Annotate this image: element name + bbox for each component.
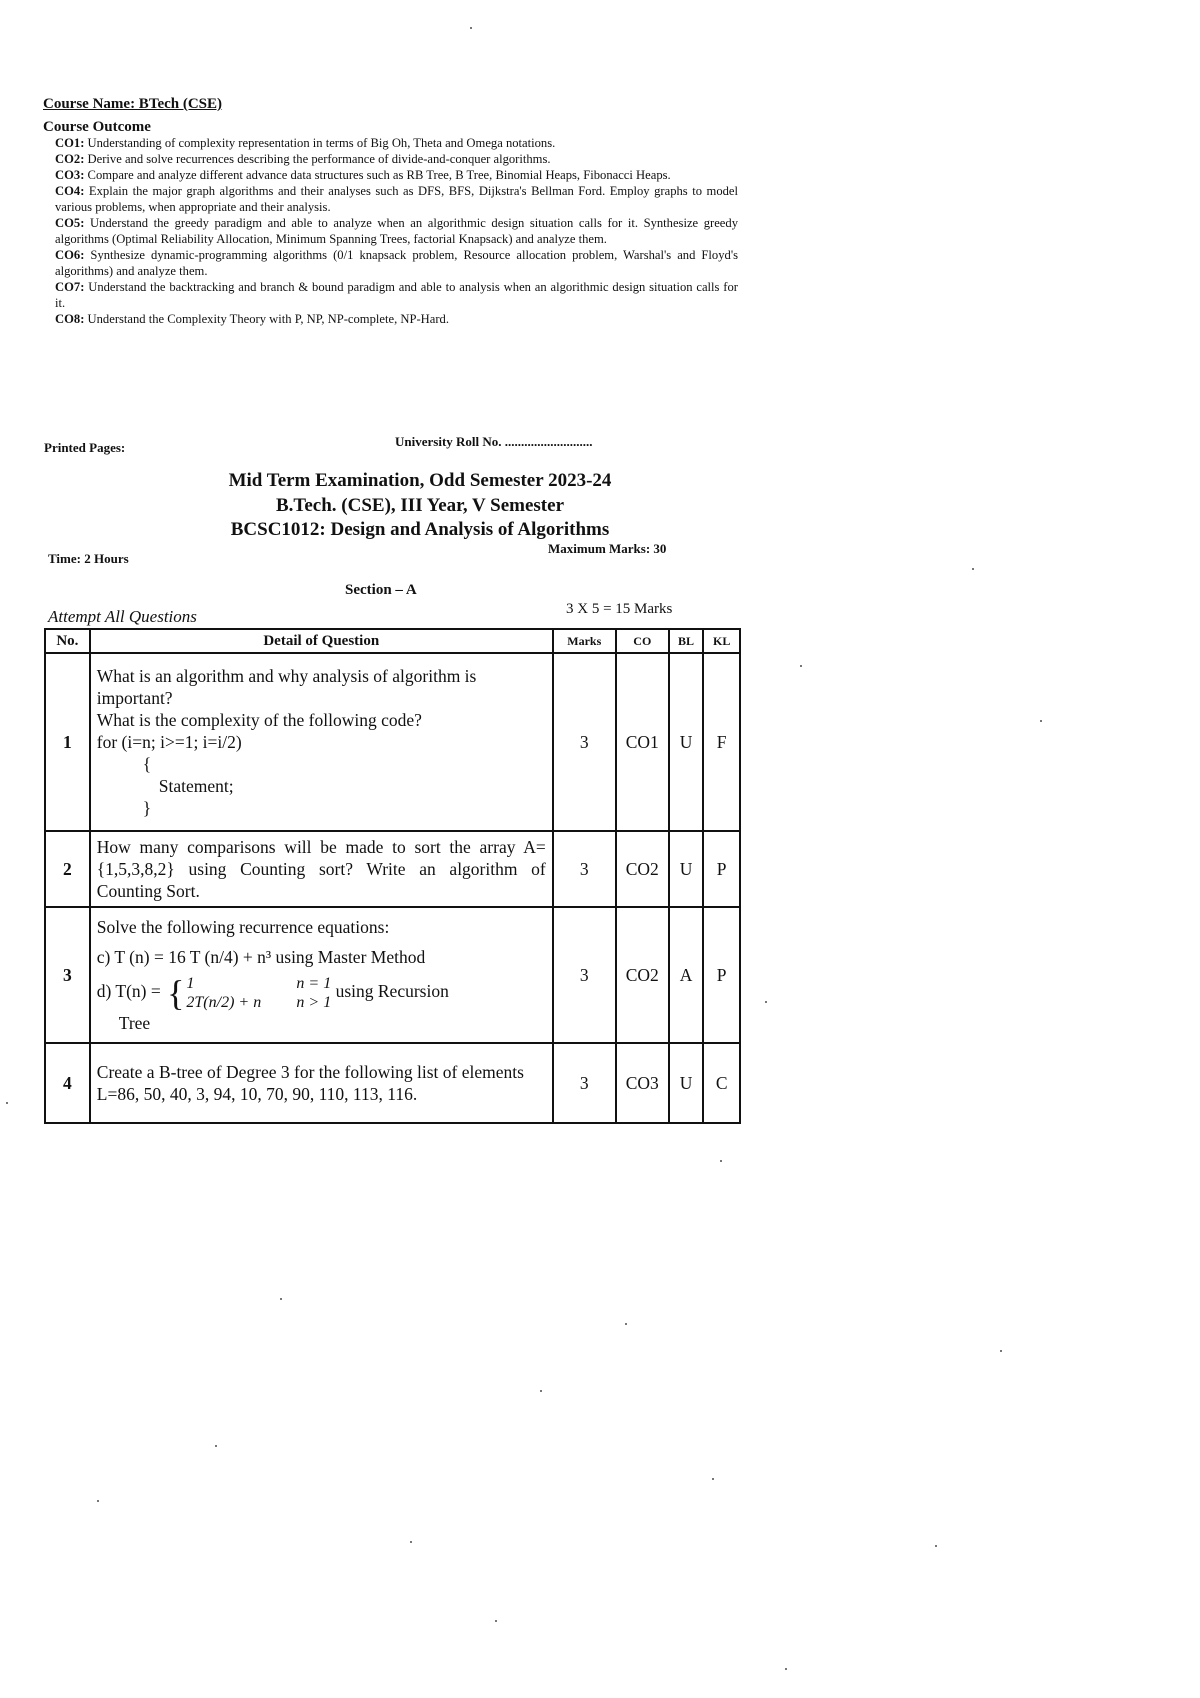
co-code: CO5:	[55, 216, 85, 230]
course-outcome-item	[55, 135, 738, 151]
part-d-prefix: d) T(n) =	[96, 981, 166, 1002]
scan-speck	[785, 1668, 787, 1670]
question-kl: C	[703, 1043, 740, 1123]
question-line: What is the complexity of the following code?	[96, 710, 422, 730]
code-line: {	[142, 754, 152, 774]
left-brace: {	[167, 973, 185, 1013]
question-kl: P	[703, 907, 740, 1043]
part-d-tail: Tree	[118, 1013, 151, 1033]
piecewise-cases	[186, 974, 331, 1012]
course-outcome-item	[55, 311, 738, 327]
question-marks: 3	[553, 907, 616, 1043]
scan-speck	[280, 1298, 282, 1300]
code-line: Statement;	[158, 776, 234, 796]
header-co: CO	[616, 629, 669, 653]
scan-speck	[935, 1545, 937, 1547]
maximum-marks: Maximum Marks: 30	[548, 541, 667, 556]
course-name: Course Name: BTech (CSE)	[43, 96, 223, 112]
question-number: 1	[45, 653, 90, 831]
question-number: 2	[45, 831, 90, 907]
scan-speck	[1000, 1350, 1002, 1352]
printed-pages-label: Printed Pages:	[44, 440, 126, 455]
case1-condition: n = 1	[296, 975, 332, 992]
table-header-row	[45, 629, 740, 653]
scan-speck	[215, 1445, 217, 1447]
question-marks: 3	[553, 1043, 616, 1123]
scan-speck	[765, 1001, 767, 1003]
university-roll-no: University Roll No. ...........................	[395, 434, 593, 449]
course-outcome-item	[55, 247, 738, 279]
course-outcome-item	[55, 183, 738, 215]
question-part-c: c) T (n) = 16 T (n/4) + n³ using Master Method	[96, 947, 426, 967]
course-outcome-item	[55, 279, 738, 311]
co-text: Synthesize dynamic-programming algorithms (0/1 knapsack problem, Resource allocation problem, Warshal's and Floyd's algorithms) and analyze them.	[55, 248, 738, 278]
co-code: CO1:	[55, 136, 85, 150]
co-code: CO6:	[55, 248, 85, 262]
instruction-text: Attempt All Questions	[48, 607, 197, 626]
question-bl: U	[669, 1043, 704, 1123]
scan-speck	[800, 665, 802, 667]
question-co: CO2	[616, 831, 669, 907]
exam-time: Time: 2 Hours	[48, 551, 129, 566]
case2-condition: n > 1	[296, 994, 332, 1011]
co-text: Explain the major graph algorithms and their analyses such as DFS, BFS, Dijkstra's Bellman Ford. Employ graphs to model various problems, when appropriate and their analysis.	[55, 184, 738, 214]
scan-speck	[495, 1620, 497, 1622]
scan-speck	[6, 1102, 8, 1104]
scan-speck	[540, 1390, 542, 1392]
questions-table	[44, 628, 741, 1124]
table-row	[45, 653, 740, 831]
course-outcome-item	[55, 151, 738, 167]
header-detail: Detail of Question	[90, 629, 553, 653]
table-row	[45, 907, 740, 1043]
co-text: Compare and analyze different advance data structures such as RB Tree, B Tree, Binomial Heaps, Fibonacci Heaps.	[84, 168, 671, 182]
exam-program: B.Tech. (CSE), III Year, V Semester	[276, 495, 564, 516]
scan-speck	[1040, 720, 1042, 722]
scan-speck	[470, 27, 472, 29]
question-detail	[90, 653, 553, 831]
course-outcome-item	[55, 215, 738, 247]
question-co: CO1	[616, 653, 669, 831]
scan-speck	[720, 1160, 722, 1162]
question-bl: U	[669, 831, 704, 907]
scan-speck	[712, 1478, 714, 1480]
question-co: CO2	[616, 907, 669, 1043]
part-d-suffix: using Recursion	[335, 981, 449, 1002]
scan-speck	[410, 1541, 412, 1543]
question-part-d	[97, 974, 546, 1012]
case1-value: 1	[186, 975, 195, 992]
co-text: Understand the greedy paradigm and able to analyze when an algorithmic design situation calls for it. Synthesize greedy algorithms (Optimal Reliability Allocation, Minimum Spanning Trees, factorial Knapsack) and analyze them.	[55, 216, 738, 246]
scan-speck	[972, 568, 974, 570]
co-code: CO4:	[55, 184, 85, 198]
header-marks: Marks	[553, 629, 616, 653]
table-row	[45, 831, 740, 907]
co-code: CO3:	[55, 168, 85, 182]
question-line: What is an algorithm and why analysis of algorithm is important?	[96, 666, 477, 708]
course-outcome-heading: Course Outcome	[43, 119, 151, 135]
question-bl: A	[669, 907, 704, 1043]
question-marks: 3	[553, 653, 616, 831]
code-line: for (i=n; i>=1; i=i/2)	[96, 732, 242, 752]
exam-course: BCSC1012: Design and Analysis of Algorithms	[230, 519, 610, 540]
question-intro: Solve the following recurrence equations:	[96, 917, 390, 937]
co-code: CO7:	[55, 280, 85, 294]
code-line: }	[142, 798, 152, 818]
question-co: CO3	[616, 1043, 669, 1123]
course-outcome-item	[55, 167, 738, 183]
table-row	[45, 1043, 740, 1123]
co-text: Derive and solve recurrences describing the performance of divide-and-conquer algorithms.	[84, 152, 551, 166]
co-text: Understanding of complexity representation in terms of Big Oh, Theta and Omega notations.	[84, 136, 556, 150]
header-bl: BL	[669, 629, 704, 653]
exam-title: Mid Term Examination, Odd Semester 2023-24	[228, 470, 612, 491]
question-number: 3	[45, 907, 90, 1043]
case2-value: 2T(n/2) + n	[186, 994, 262, 1011]
course-outcomes-list	[55, 135, 738, 327]
question-number: 4	[45, 1043, 90, 1123]
scan-speck	[97, 1500, 99, 1502]
section-heading: Section – A	[345, 582, 417, 598]
question-detail	[90, 907, 553, 1043]
header-kl: KL	[703, 629, 740, 653]
question-kl: F	[703, 653, 740, 831]
question-detail: Create a B-tree of Degree 3 for the following list of elements L=86, 50, 40, 3, 94, 10, 70, 90, 110, 113, 116.	[90, 1043, 553, 1123]
co-text: Understand the backtracking and branch & bound paradigm and able to analysis when an algorithmic design situation calls for it.	[55, 280, 738, 310]
co-text: Understand the Complexity Theory with P, NP, NP-complete, NP-Hard.	[84, 312, 449, 326]
marks-scheme: 3 X 5 = 15 Marks	[566, 601, 673, 617]
question-bl: U	[669, 653, 704, 831]
scan-speck	[625, 1323, 627, 1325]
co-code: CO2:	[55, 152, 85, 166]
question-marks: 3	[553, 831, 616, 907]
question-kl: P	[703, 831, 740, 907]
header-no: No.	[45, 629, 90, 653]
co-code: CO8:	[55, 312, 85, 326]
question-detail: How many comparisons will be made to sort the array A={1,5,3,8,2} using Counting sort? Write an algorithm of Counting Sort.	[90, 831, 553, 907]
